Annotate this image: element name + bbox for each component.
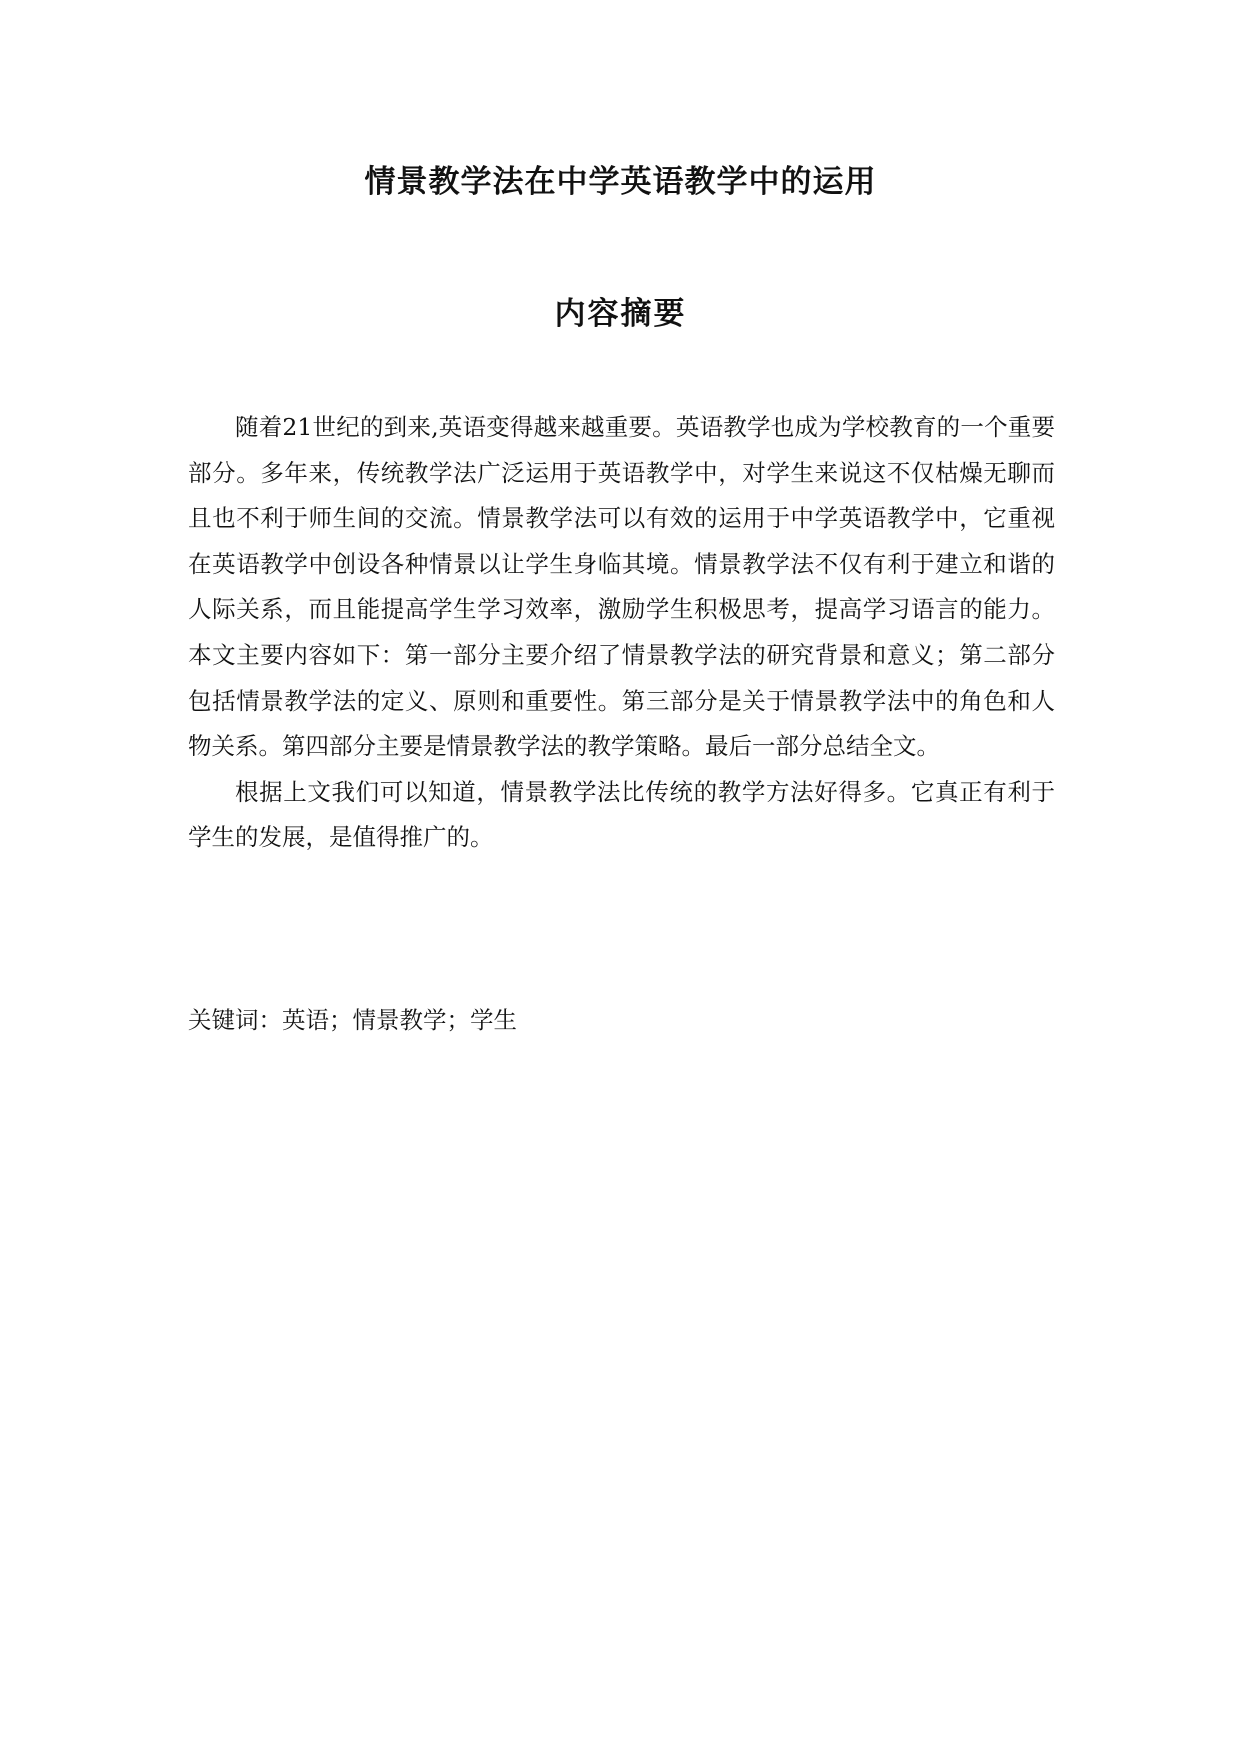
abstract-paragraph-2: 根据上文我们可以知道，情景教学法比传统的教学方法好得多。它真正有利于学生的发展，是值得推广的。 bbox=[188, 777, 1055, 852]
abstract-paragraph-1: 随着21世纪的到来,英语变得越来越重要。英语教学也成为学校教育的一个重要部分。多年来，传统教学法广泛运用于英语教学中，对学生来说这不仅枯燥无聊而且也不利于师生间的交流。情景教学法可以有效的运用于中学英语教学中，它重视在英语教学中创设各种情景以让学生身临其境。情景教学法不仅有利于建立和谐的人际关系，而且能提高学生学习效率，激励学生积极思考，提高学习语言的能力。本文主要内容如下：第一部分主要介绍了情景教学法的研究背景和意义；第二部分包括情景教学法的定义、原则和重要性。第三部分是关于情景教学法中的角色和人物关系。第四部分主要是情景教学法的教学策略。最后一部分总结全文。 bbox=[188, 413, 1055, 761]
keywords-line: 关键词：英语；情景教学；学生 bbox=[188, 1006, 517, 1034]
abstract-heading: 内容摘要 bbox=[554, 296, 687, 332]
document-title: 情景教学法在中学英语教学中的运用 bbox=[364, 164, 877, 200]
abstract-body bbox=[188, 405, 1055, 861]
